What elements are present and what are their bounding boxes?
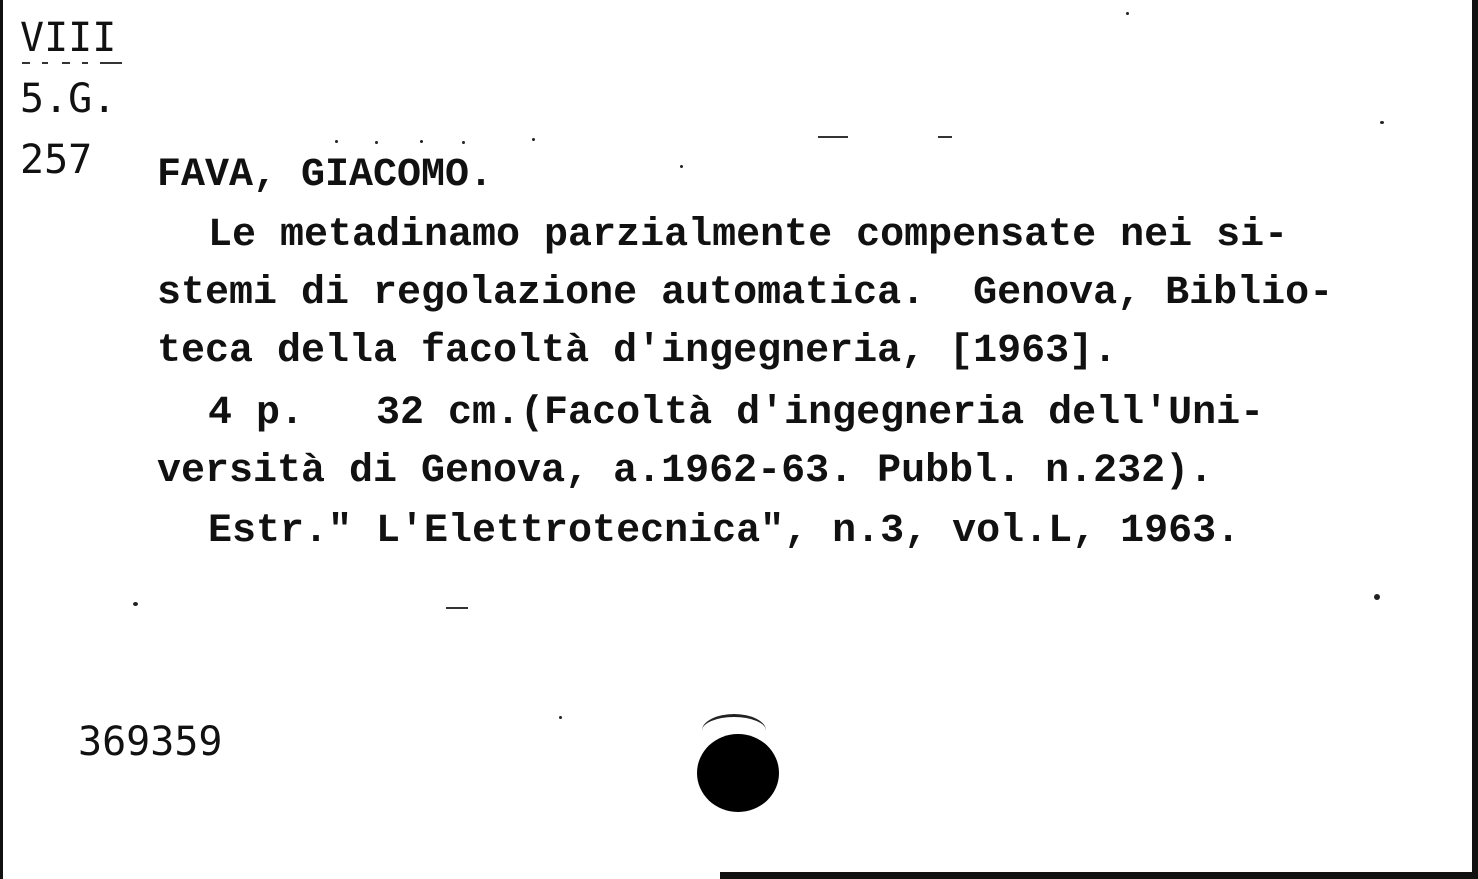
- title-line-1: Le metadinamo parzialmente compensate nei si-: [208, 213, 1289, 258]
- collation-line-1: 4 p. 32 cm.(Facoltà d'ingegneria dell'Uni-: [208, 391, 1265, 436]
- speck: [462, 141, 465, 144]
- note-line: Estr." L'Elettrotecnica", n.3, vol.L, 1963.: [208, 509, 1241, 554]
- speck: [375, 141, 378, 144]
- call-number-underline: [62, 62, 70, 64]
- speck: [818, 136, 848, 138]
- punch-hole: [697, 734, 779, 812]
- title-line-3: teca della facoltà d'ingegneria, [1963].: [157, 329, 1118, 374]
- call-number-line3: 257: [20, 137, 93, 183]
- author-heading: FAVA, GIACOMO.: [157, 153, 494, 198]
- speck: [446, 607, 468, 609]
- call-number-underline: [82, 62, 88, 64]
- speck: [420, 140, 423, 143]
- speck: [335, 140, 338, 143]
- call-number-underline: [42, 62, 48, 64]
- collation-line-2: versità di Genova, a.1962-63. Pubbl. n.232).: [157, 449, 1214, 494]
- card-bottom-edge: [720, 872, 1478, 879]
- speck: [133, 602, 138, 606]
- call-number-underline: [100, 62, 122, 64]
- call-number-underline: [22, 62, 30, 64]
- speck: [1126, 12, 1129, 15]
- card-left-edge: [0, 0, 3, 879]
- speck: [532, 138, 535, 141]
- title-line-2: stemi di regolazione automatica. Genova, Biblio-: [157, 271, 1334, 316]
- accession-number: 369359: [78, 719, 223, 765]
- speck: [938, 136, 952, 138]
- speck: [1380, 121, 1384, 124]
- card-right-edge: [1472, 0, 1478, 879]
- speck: [559, 716, 562, 719]
- speck: [1374, 594, 1380, 600]
- speck: [680, 165, 683, 168]
- call-number-line2: 5.G.: [20, 76, 117, 122]
- call-number-line1: VIII: [20, 15, 117, 61]
